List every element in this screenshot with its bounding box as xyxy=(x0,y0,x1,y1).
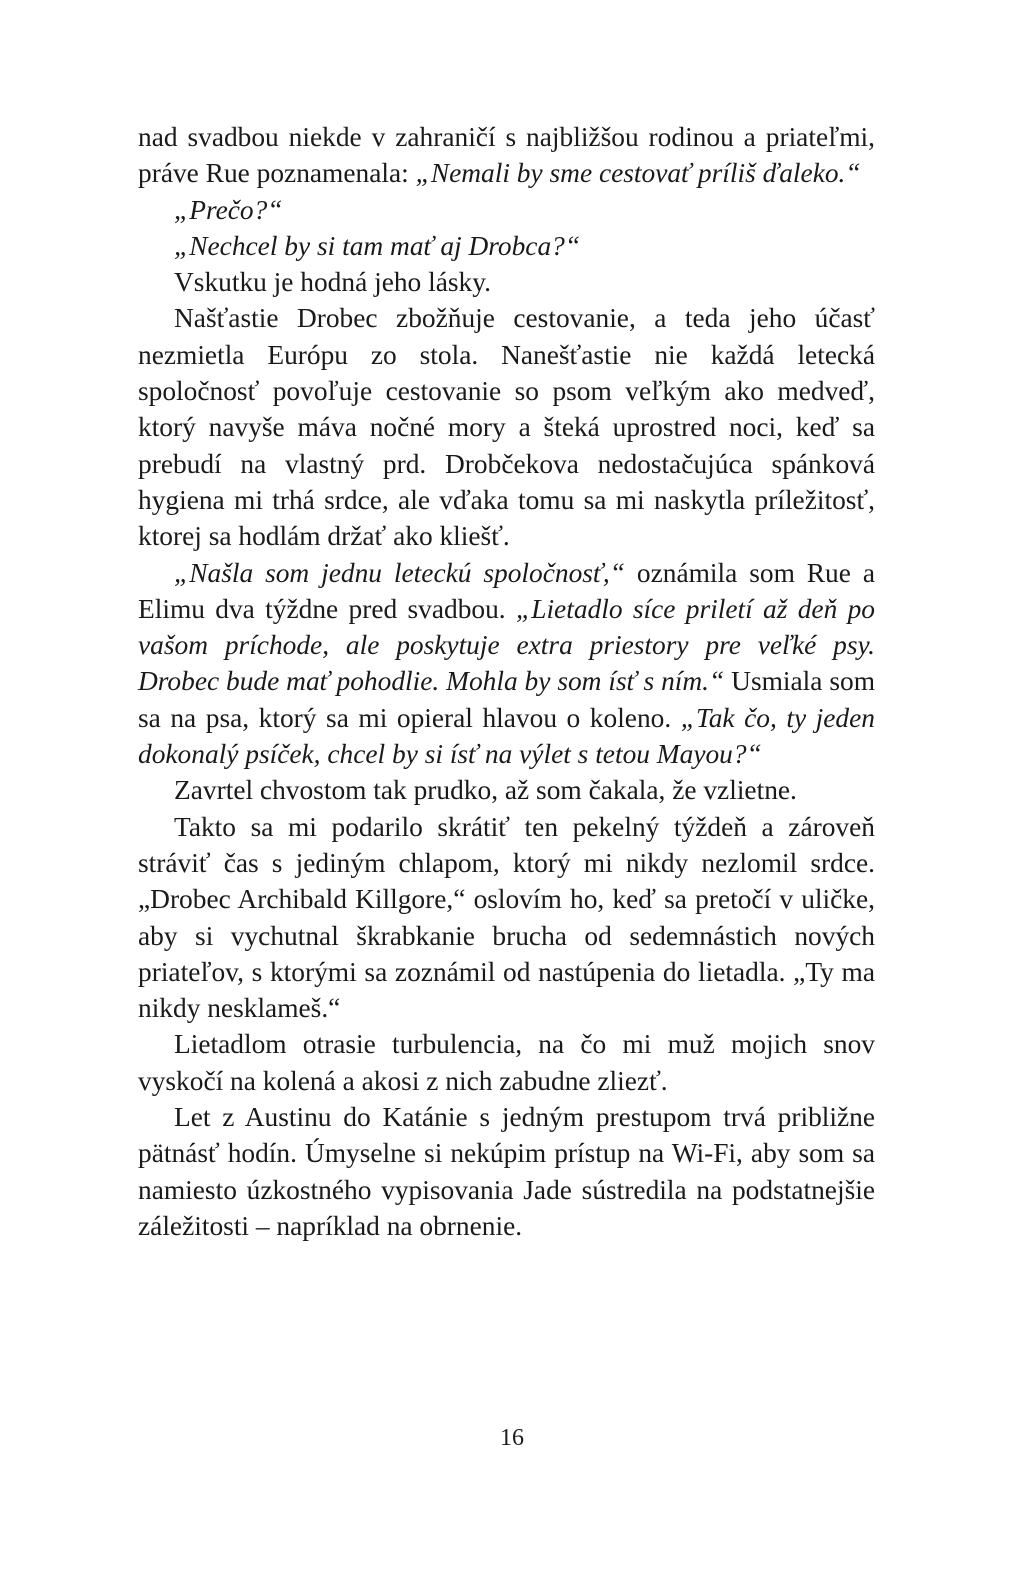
paragraph xyxy=(138,192,875,228)
paragraph xyxy=(138,809,875,1027)
text-run: oznámila som Rue a Elimu dva týždne pred svadbou. xyxy=(138,557,875,624)
paragraph xyxy=(138,228,875,264)
paragraph xyxy=(138,119,875,192)
text-run: Usmiala som sa na psa, ktorý sa mi opieral hlavou o koleno. xyxy=(138,666,876,733)
paragraph xyxy=(138,1026,875,1099)
italic-text-run: „Nemali by sme cestovať príliš ďaleko.“ xyxy=(415,158,861,189)
page-body-text xyxy=(138,119,875,1244)
text-run: Zavrtel chvostom tak prudko, až som čakala, že vzlietne. xyxy=(174,775,797,806)
italic-text-run: „Našla som jednu leteckú spoločnosť,“ xyxy=(174,557,625,588)
paragraph xyxy=(138,300,875,554)
italic-text-run: „Nechcel by si tam mať aj Drobca?“ xyxy=(174,230,581,261)
italic-text-run: „Lietadlo síce priletí až deň po vašom príchode, ale poskytuje extra priestory pre veľké psy. Drobec bude mať pohodlie. Mohla by som ísť s ním.“ xyxy=(138,593,876,697)
paragraph xyxy=(138,1099,875,1244)
page-number: 16 xyxy=(500,1425,524,1451)
paragraph xyxy=(138,555,875,773)
text-run: Takto sa mi podarilo skrátiť ten pekelný týždeň a zároveň stráviť čas s jediným chlapom, ktorý mi nikdy nezlomil srdce. „Drobec Archibald Killgore,“ oslovím ho, keď sa pretočí v uličke, aby si vychutnal škrabkanie brucha od sedemnástich nových priateľov, s ktorými sa zoznámil od nastúpenia do lietadla. „Ty ma nikdy nesklameš.“ xyxy=(138,811,875,1024)
italic-text-run: „Prečo?“ xyxy=(174,194,283,225)
italic-text-run: „Tak čo, ty jeden dokonalý psíček, chcel by si ísť na výlet s tetou Mayou?“ xyxy=(138,702,875,770)
paragraph xyxy=(138,264,875,300)
text-run: Vskutku je hodná jeho lásky. xyxy=(174,267,491,298)
paragraph xyxy=(138,772,875,808)
text-run: nad svadbou niekde v zahraničí s najbližšou rodinou a priateľmi, práve Rue poznamenala: xyxy=(138,122,875,189)
text-run: Našťastie Drobec zbožňuje cestovanie, a teda jeho účasť nezmietla Európu zo stola. Nanešťastie nie každá letecká spoločnosť povoľuje cestovanie so psom veľkým ako medveď, ktorý navyše máva nočné mory a šteká uprostred noci, keď sa prebudí na vlastný prd. Drobčekova nedostačujúca spánková hygiena mi trhá srdce, ale vďaka tomu sa mi naskytla príležitosť, ktorej sa hodlám držať ako kliešť. xyxy=(138,303,875,552)
text-run: Lietadlom otrasie turbulencia, na čo mi muž mojich snov vyskočí na kolená a akosi z nich zabudne zliezť. xyxy=(138,1029,875,1096)
text-run: Let z Austinu do Katánie s jedným prestupom trvá približne pätnásť hodín. Úmyselne si nekúpim prístup na Wi-Fi, aby som sa namiesto úzkostného vypisovania Jade sústredila na podstatnejšie záležitosti – napríklad na obrnenie. xyxy=(138,1102,875,1241)
